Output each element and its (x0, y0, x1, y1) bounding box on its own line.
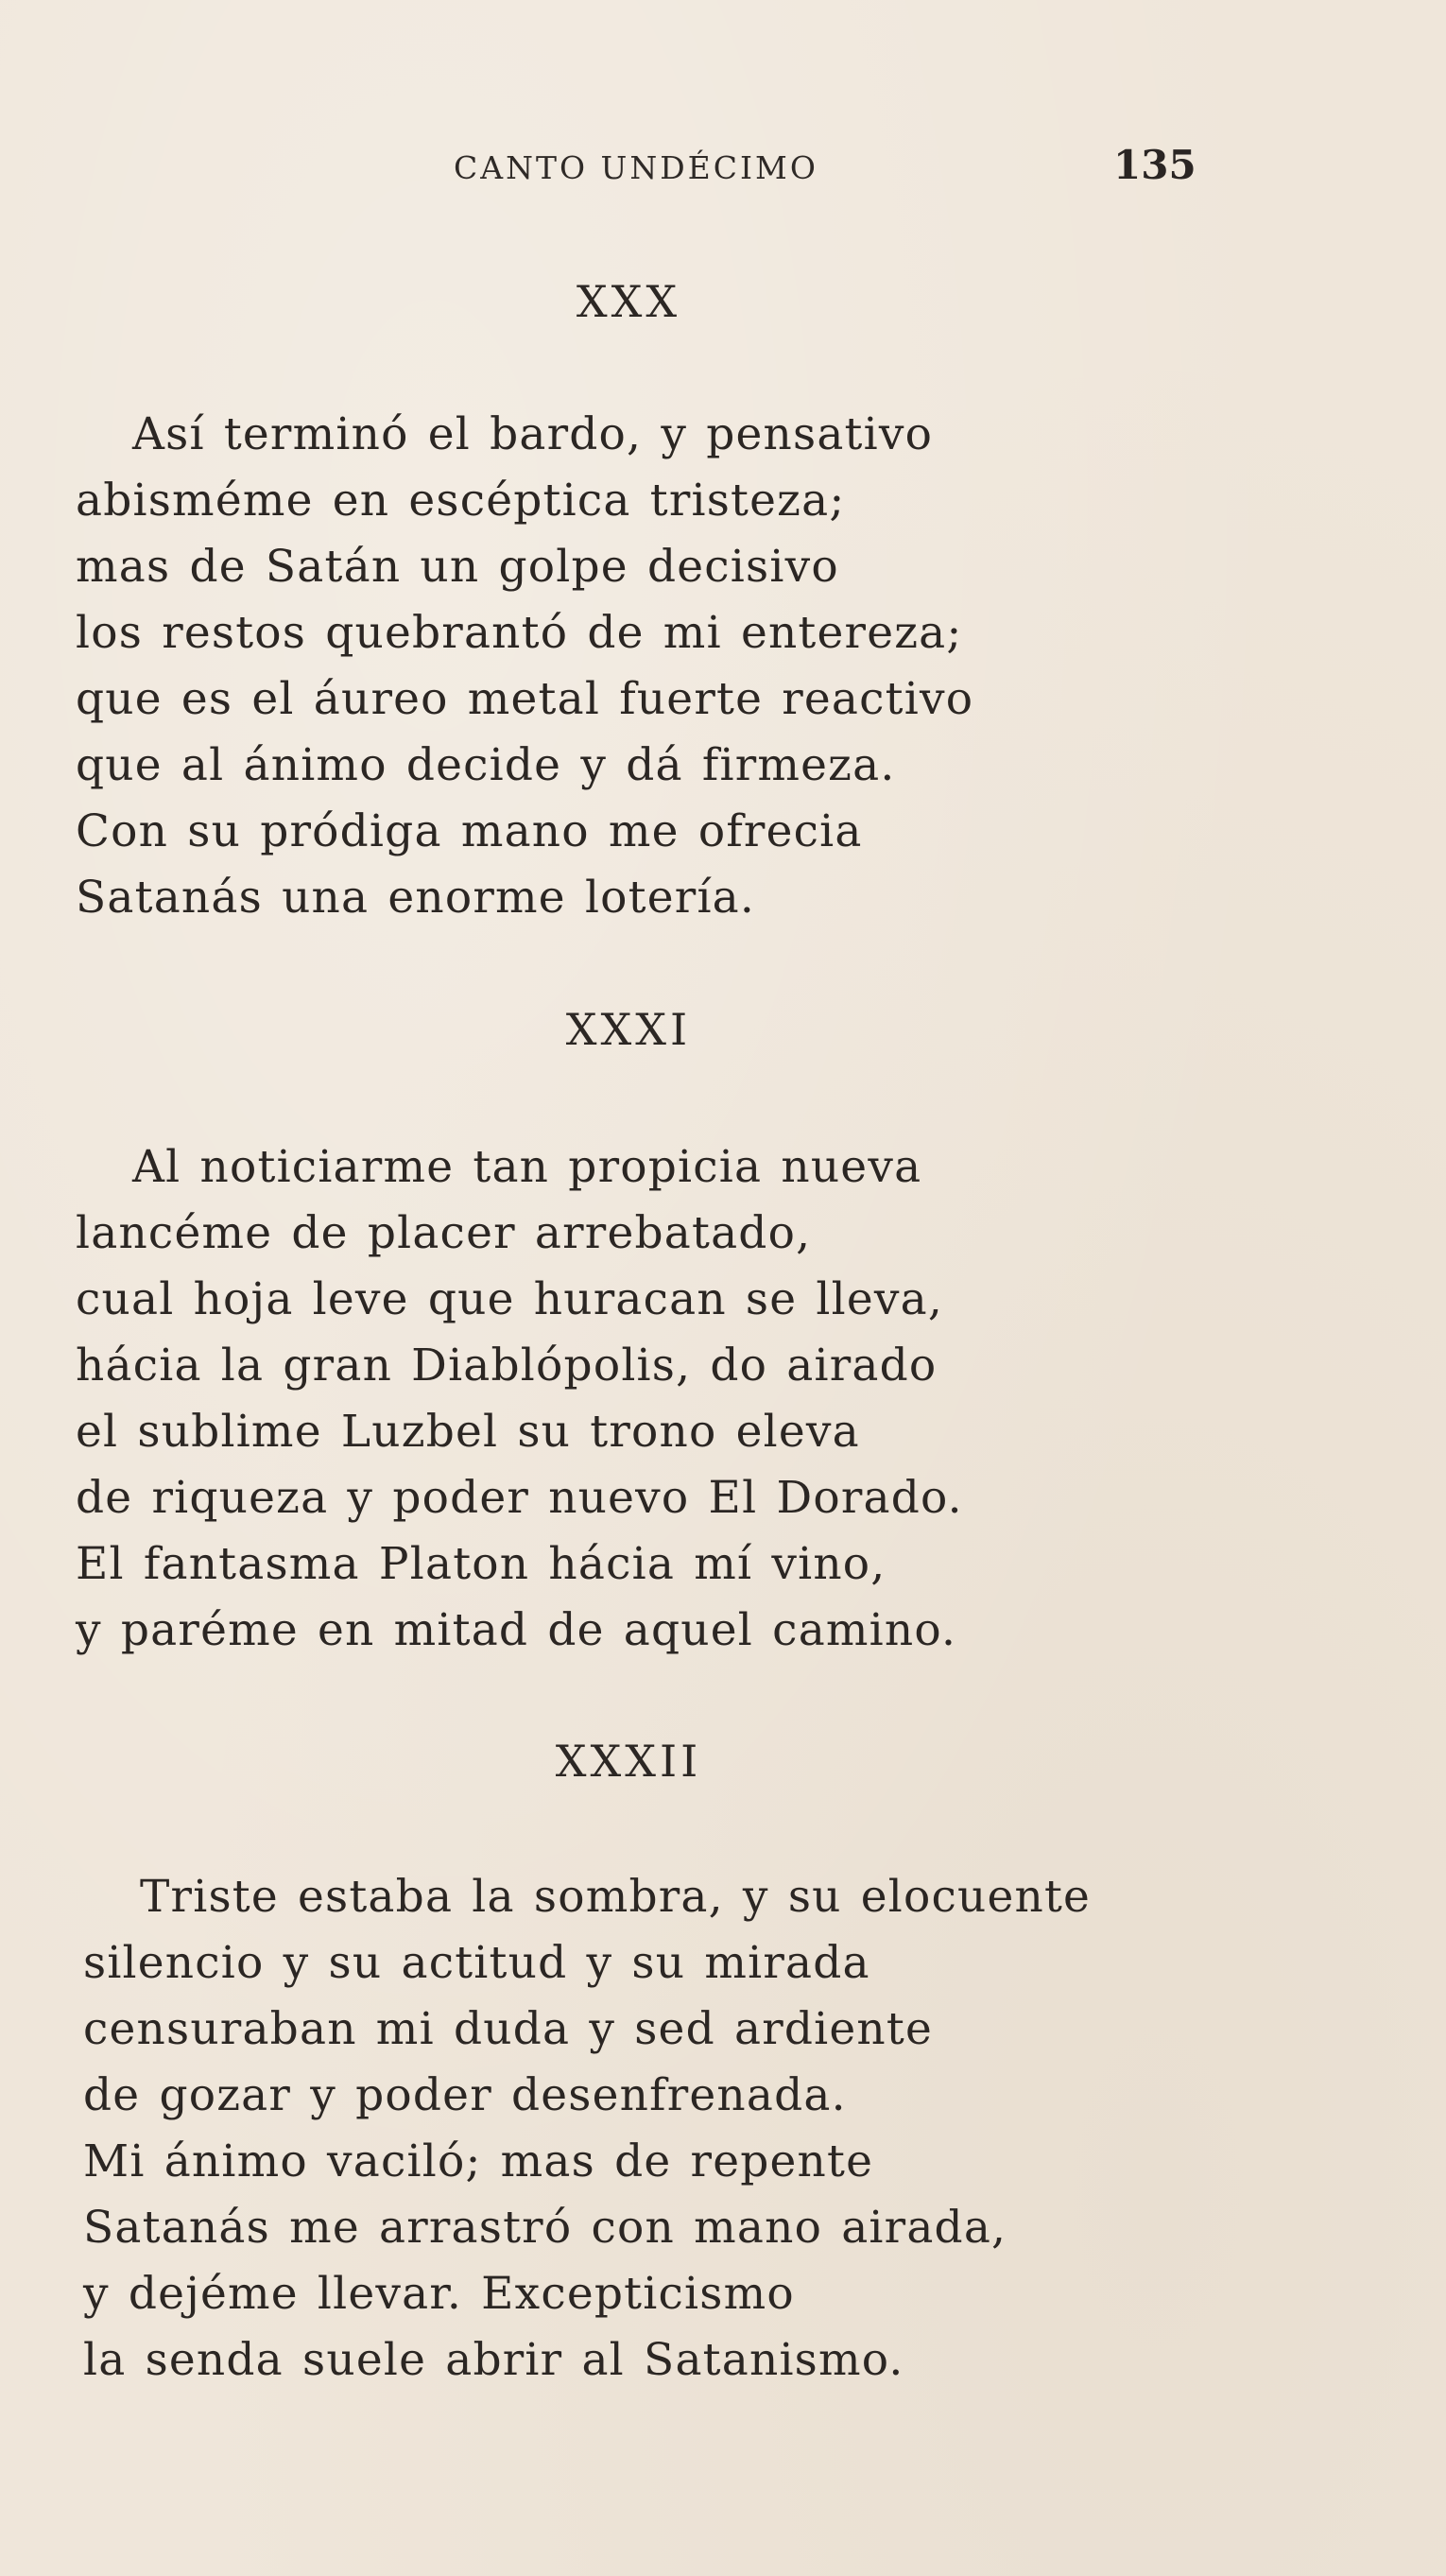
verse-line: mas de Satán un golpe decisivo (76, 541, 839, 593)
verse-line: El fantasma Platon hácia mí vino, (76, 1538, 887, 1590)
page-number: 135 (1113, 142, 1196, 188)
running-title: CANTO UNDÉCIMO (454, 149, 818, 186)
verse-line: y paréme en mitad de aquel camino. (76, 1604, 957, 1656)
stanza-numeral-xxxi: XXXI (565, 1004, 692, 1055)
verse-line: Así terminó el bardo, y pensativo (132, 408, 934, 460)
verse-line: que al ánimo decide y dá firmeza. (76, 739, 896, 791)
verse-line: Mi ánimo vaciló; mas de repente (83, 2135, 874, 2187)
verse-line: de riqueza y poder nuevo El Dorado. (76, 1472, 963, 1524)
verse-line: Con su pródiga mano me ofrecia (76, 805, 863, 857)
verse-line: Satanás una enorme lotería. (76, 872, 756, 924)
verse-line: Al noticiarme tan propicia nueva (132, 1141, 922, 1193)
verse-line: el sublime Luzbel su trono eleva (76, 1406, 860, 1458)
verse-line: los restos quebrantó de mi entereza; (76, 607, 963, 659)
stanza-xxxii (83, 1864, 1123, 2394)
stanza-xxxi (76, 1134, 1115, 1664)
verse-line: abisméme en escéptica tristeza; (76, 475, 846, 527)
verse-line: lancéme de placer arrebatado, (76, 1207, 812, 1259)
verse-line: Triste estaba la sombra, y su elocuente (140, 1871, 1092, 1923)
verse-line: cual hoja leve que huracan se lleva, (76, 1273, 943, 1325)
verse-line: y dejéme llevar. Excepticismo (83, 2268, 795, 2320)
stanza-xxx (76, 402, 1115, 931)
verse-line: censuraban mi duda y sed ardiente (83, 2003, 933, 2055)
verse-line: Satanás me arrastró con mano airada, (83, 2202, 1007, 2254)
verse-line: hácia la gran Diablópolis, do airado (76, 1340, 938, 1392)
stanza-numeral-xxxii: XXXII (555, 1736, 702, 1787)
verse-line: silencio y su actitud y su mirada (83, 1937, 870, 1989)
verse-line: la senda suele abrir al Satanismo. (83, 2334, 904, 2386)
stanza-numeral-xxx: XXX (576, 276, 681, 327)
verse-line: de gozar y poder desenfrenada. (83, 2069, 847, 2121)
verse-line: que es el áureo metal fuerte reactivo (76, 673, 974, 725)
